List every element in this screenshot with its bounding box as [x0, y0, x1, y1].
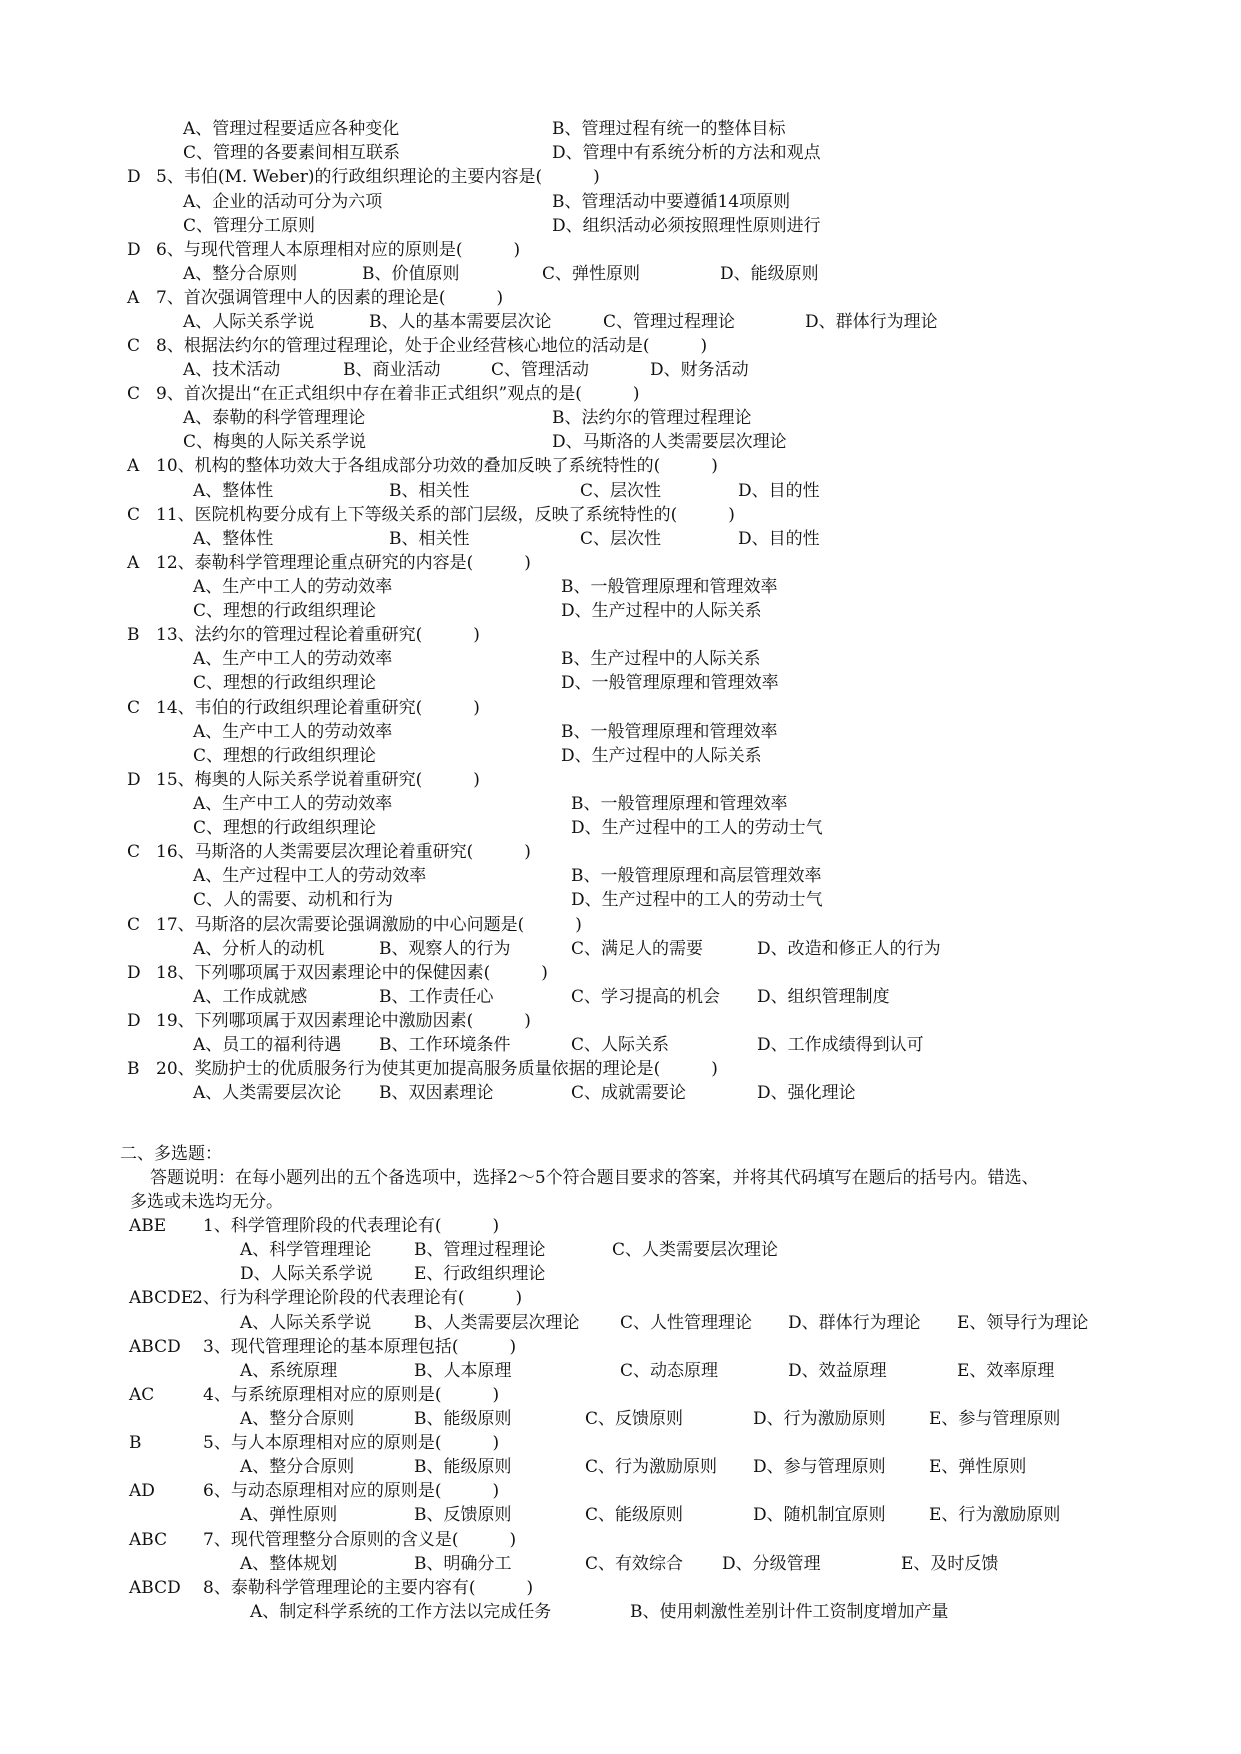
option: A、工作成就感: [193, 987, 308, 1007]
question-row: [0, 551, 1241, 575]
option: A、整体规划: [240, 1554, 338, 1574]
answer-key: ABCD: [129, 1578, 181, 1598]
question-row: [0, 1057, 1241, 1081]
question-stem: 8、泰勒科学管理理论的主要内容有( ): [203, 1578, 534, 1598]
question-stem: 14、韦伯的行政组织理论着重研究( ): [156, 698, 480, 718]
option: D、群体行为理论: [805, 312, 938, 332]
option: B、能级原则: [414, 1409, 512, 1429]
option-row: [0, 527, 1241, 551]
option-row: [0, 117, 1241, 141]
option: B、价值原则: [362, 264, 460, 284]
option: C、梅奥的人际关系学说: [183, 432, 367, 452]
question-row: [0, 696, 1241, 720]
option: D、随机制宜原则: [753, 1505, 886, 1525]
option: A、整体性: [193, 481, 274, 501]
option: D、生产过程中的人际关系: [561, 601, 762, 621]
option: C、理想的行政组织理论: [193, 673, 377, 693]
option-row: [0, 406, 1241, 430]
option-row: [0, 985, 1241, 1009]
option: E、弹性原则: [929, 1457, 1027, 1477]
question-stem: 9、首次提出“在正式组织中存在着非正式组织”观点的是( ): [156, 384, 640, 404]
option: A、整分合原则: [183, 264, 298, 284]
question-stem: 2、行为科学理论阶段的代表理论有( ): [192, 1288, 523, 1308]
option: C、动态原理: [620, 1361, 719, 1381]
option: D、人际关系学说: [240, 1264, 373, 1284]
option: D、工作成绩得到认可: [757, 1035, 924, 1055]
option-row: [0, 1455, 1241, 1479]
option: A、管理过程要适应各种变化: [183, 119, 400, 139]
answer-key: C: [127, 336, 141, 356]
option: B、工作环境条件: [379, 1035, 511, 1055]
option: B、人的基本需要层次论: [369, 312, 552, 332]
option: C、人性管理理论: [620, 1313, 753, 1333]
option: C、管理活动: [491, 360, 590, 380]
option: A、员工的福利待遇: [193, 1035, 342, 1055]
option: D、组织活动必须按照理性原则进行: [552, 216, 821, 236]
answer-key: C: [127, 384, 141, 404]
question-row: [0, 382, 1241, 406]
option: E、领导行为理论: [957, 1313, 1089, 1333]
option-row: [0, 214, 1241, 238]
option-row: [0, 262, 1241, 286]
question-stem: 18、下列哪项属于双因素理论中的保健因素( ): [156, 963, 548, 983]
section-heading: 二、多选题：: [120, 1144, 222, 1164]
question-stem: 20、奖励护士的优质服务行为使其更加提高服务质量依据的理论是( ): [156, 1059, 718, 1079]
option: C、层次性: [580, 481, 662, 501]
question-stem: 5、韦伯(M. Weber)的行政组织理论的主要内容是( ): [156, 167, 600, 187]
question-row: [0, 1576, 1241, 1600]
option: B、法约尔的管理过程理论: [552, 408, 752, 428]
option-row: [0, 190, 1241, 214]
option: A、生产中工人的劳动效率: [193, 722, 393, 742]
option-row: [0, 816, 1241, 840]
instructions-continued: 多选或未选均无分。: [130, 1192, 283, 1212]
question-stem: 6、与动态原理相对应的原则是( ): [203, 1481, 500, 1501]
answer-key: ABCD: [129, 1337, 181, 1357]
answer-key: A: [127, 456, 140, 476]
option: D、财务活动: [650, 360, 749, 380]
question-row: [0, 623, 1241, 647]
option-row: [0, 479, 1241, 503]
option-row: [0, 575, 1241, 599]
option: A、人际关系学说: [183, 312, 315, 332]
answer-key: ABE: [129, 1216, 167, 1236]
option: D、强化理论: [757, 1083, 856, 1103]
option: E、及时反馈: [901, 1554, 999, 1574]
option: D、改造和修正人的行为: [757, 939, 941, 959]
option: B、双因素理论: [379, 1083, 494, 1103]
option-row: [0, 1033, 1241, 1057]
option: B、能级原则: [414, 1457, 512, 1477]
question-row: [0, 1431, 1241, 1455]
question-stem: 3、现代管理理论的基本原理包括( ): [203, 1337, 517, 1357]
answer-key: C: [127, 915, 141, 935]
option-row: [0, 1262, 1241, 1286]
option: E、行为激励原则: [929, 1505, 1061, 1525]
option-row: [0, 744, 1241, 768]
option: C、人际关系: [571, 1035, 670, 1055]
option: D、一般管理原理和管理效率: [561, 673, 779, 693]
option: C、学习提高的机会: [571, 987, 721, 1007]
answer-key: A: [127, 553, 140, 573]
answer-key: D: [127, 1011, 141, 1031]
option: D、目的性: [738, 529, 820, 549]
option: B、商业活动: [343, 360, 441, 380]
option: D、生产过程中的工人的劳动士气: [571, 818, 823, 838]
question-stem: 6、与现代管理人本原理相对应的原则是( ): [156, 240, 521, 260]
option-row: [0, 1552, 1241, 1576]
question-stem: 8、根据法约尔的管理过程理论，处于企业经营核心地位的活动是( ): [156, 336, 708, 356]
option-row: [0, 1311, 1241, 1335]
answer-key: D: [127, 770, 141, 790]
question-row: [0, 1214, 1241, 1238]
option: B、一般管理原理和管理效率: [561, 722, 778, 742]
option: B、观察人的行为: [379, 939, 511, 959]
option: C、理想的行政组织理论: [193, 601, 377, 621]
answer-key: AD: [129, 1481, 155, 1501]
option: B、一般管理原理和管理效率: [561, 577, 778, 597]
question-row: [0, 1286, 1241, 1310]
option-row: [0, 1081, 1241, 1105]
answer-key: D: [127, 240, 141, 260]
option: A、整分合原则: [240, 1457, 355, 1477]
option: D、参与管理原则: [753, 1457, 886, 1477]
option-row: [0, 671, 1241, 695]
option-row: [0, 792, 1241, 816]
option: D、管理中有系统分析的方法和观点: [552, 143, 821, 163]
option: C、成就需要论: [571, 1083, 687, 1103]
question-stem: 7、首次强调管理中人的因素的理论是( ): [156, 288, 504, 308]
option: D、生产过程中的工人的劳动士气: [571, 890, 823, 910]
answer-key: C: [127, 505, 141, 525]
option-row: [0, 888, 1241, 912]
question-stem: 7、现代管理整分合原则的含义是( ): [203, 1530, 517, 1550]
option-row: [0, 310, 1241, 334]
option: A、人类需要层次论: [193, 1083, 342, 1103]
answer-key: AC: [129, 1385, 155, 1405]
option: D、效益原理: [788, 1361, 887, 1381]
question-stem: 1、科学管理阶段的代表理论有( ): [203, 1216, 500, 1236]
option: D、分级管理: [722, 1554, 821, 1574]
option: A、生产过程中工人的劳动效率: [193, 866, 427, 886]
option: A、分析人的动机: [193, 939, 325, 959]
question-row: [0, 454, 1241, 478]
answer-key: ABCDE: [129, 1288, 194, 1308]
instructions: 答题说明：在每小题列出的五个备选项中，选择2～5个符合题目要求的答案，并将其代码填写在题后的括号内。错选、: [150, 1168, 1039, 1188]
question-stem: 11、医院机构要分成有上下等级关系的部门层级，反映了系统特性的( ): [156, 505, 735, 525]
option-row: [0, 141, 1241, 165]
answer-key: B: [127, 625, 140, 645]
question-row: [0, 165, 1241, 189]
answer-key: ABC: [129, 1530, 168, 1550]
option: B、管理过程理论: [414, 1240, 546, 1260]
option: C、行为激励原则: [585, 1457, 718, 1477]
option: A、人际关系学说: [240, 1313, 372, 1333]
question-row: [0, 768, 1241, 792]
question-stem: 19、下列哪项属于双因素理论中激励因素( ): [156, 1011, 531, 1031]
question-row: [0, 1383, 1241, 1407]
option: A、整体性: [193, 529, 274, 549]
option-row: [0, 1600, 1241, 1624]
option: A、整分合原则: [240, 1409, 355, 1429]
option: D、生产过程中的人际关系: [561, 746, 762, 766]
option: A、弹性原则: [240, 1505, 338, 1525]
question-stem: 4、与系统原理相对应的原则是( ): [203, 1385, 500, 1405]
answer-key: D: [127, 963, 141, 983]
option: A、制定科学系统的工作方法以完成任务: [250, 1602, 552, 1622]
instructions-row: [0, 1166, 1241, 1190]
question-row: [0, 961, 1241, 985]
option: A、生产中工人的劳动效率: [193, 577, 393, 597]
answer-key: A: [127, 288, 140, 308]
option: A、科学管理理论: [240, 1240, 372, 1260]
option: D、群体行为理论: [788, 1313, 921, 1333]
option-row: [0, 720, 1241, 744]
answer-key: C: [127, 698, 141, 718]
question-stem: 15、梅奥的人际关系学说着重研究( ): [156, 770, 480, 790]
question-stem: 17、马斯洛的层次需要论强调激励的中心问题是( ): [156, 915, 582, 935]
answer-key: B: [129, 1433, 142, 1453]
question-stem: 13、法约尔的管理过程论着重研究( ): [156, 625, 480, 645]
question-stem: 16、马斯洛的人类需要层次理论着重研究( ): [156, 842, 531, 862]
answer-key: B: [127, 1059, 140, 1079]
question-stem: 10、机构的整体功效大于各组成部分功效的叠加反映了系统特性的( ): [156, 456, 718, 476]
option: C、反馈原则: [585, 1409, 684, 1429]
question-row: [0, 238, 1241, 262]
question-row: [0, 840, 1241, 864]
option: B、一般管理原理和高层管理效率: [571, 866, 822, 886]
option: E、效率原理: [957, 1361, 1055, 1381]
option: A、技术活动: [183, 360, 281, 380]
option: B、生产过程中的人际关系: [561, 649, 761, 669]
option: B、管理活动中要遵循14项原则: [552, 192, 791, 212]
option: C、管理分工原则: [183, 216, 316, 236]
option-row: [0, 1359, 1241, 1383]
option-row: [0, 1407, 1241, 1431]
section-heading-row: [0, 1142, 1241, 1166]
option: C、层次性: [580, 529, 662, 549]
option: B、工作责任心: [379, 987, 494, 1007]
option: D、马斯洛的人类需要层次理论: [552, 432, 787, 452]
option-row: [0, 358, 1241, 382]
answer-key: C: [127, 842, 141, 862]
option-row: [0, 1503, 1241, 1527]
question-row: [0, 913, 1241, 937]
option: D、行为激励原则: [753, 1409, 886, 1429]
option: B、相关性: [389, 481, 470, 501]
option: C、人类需要层次理论: [612, 1240, 779, 1260]
option: C、满足人的需要: [571, 939, 704, 959]
question-row: [0, 1009, 1241, 1033]
option: B、相关性: [389, 529, 470, 549]
option: A、泰勒的科学管理理论: [183, 408, 366, 428]
option: C、人的需要、动机和行为: [193, 890, 394, 910]
option: C、能级原则: [585, 1505, 684, 1525]
question-row: [0, 334, 1241, 358]
option: B、一般管理原理和管理效率: [571, 794, 788, 814]
question-row: [0, 286, 1241, 310]
option: B、反馈原则: [414, 1505, 512, 1525]
option-row: [0, 937, 1241, 961]
question-stem: 12、泰勒科学管理理论重点研究的内容是( ): [156, 553, 531, 573]
question-row: [0, 503, 1241, 527]
option-row: [0, 430, 1241, 454]
option-row: [0, 1238, 1241, 1262]
option: C、弹性原则: [542, 264, 641, 284]
option: A、企业的活动可分为六项: [183, 192, 383, 212]
option-row: [0, 864, 1241, 888]
instructions-row: [0, 1190, 1241, 1214]
option: E、行政组织理论: [414, 1264, 546, 1284]
question-row: [0, 1479, 1241, 1503]
option: C、管理过程理论: [603, 312, 736, 332]
option: A、生产中工人的劳动效率: [193, 794, 393, 814]
option: B、管理过程有统一的整体目标: [552, 119, 786, 139]
question-stem: 5、与人本原理相对应的原则是( ): [203, 1433, 500, 1453]
option: B、人类需要层次理论: [414, 1313, 580, 1333]
question-row: [0, 1528, 1241, 1552]
question-row: [0, 1335, 1241, 1359]
option: C、有效综合: [585, 1554, 684, 1574]
option: D、组织管理制度: [757, 987, 890, 1007]
option: D、目的性: [738, 481, 820, 501]
option: C、理想的行政组织理论: [193, 746, 377, 766]
option: D、能级原则: [720, 264, 819, 284]
answer-key: D: [127, 167, 141, 187]
option-row: [0, 599, 1241, 623]
option: B、人本原理: [414, 1361, 512, 1381]
option-row: [0, 647, 1241, 671]
option: B、使用刺激性差别计件工资制度增加产量: [630, 1602, 949, 1622]
option: E、参与管理原则: [929, 1409, 1061, 1429]
option: A、生产中工人的劳动效率: [193, 649, 393, 669]
option: A、系统原理: [240, 1361, 338, 1381]
option: B、明确分工: [414, 1554, 512, 1574]
option: C、管理的各要素间相互联系: [183, 143, 401, 163]
option: C、理想的行政组织理论: [193, 818, 377, 838]
